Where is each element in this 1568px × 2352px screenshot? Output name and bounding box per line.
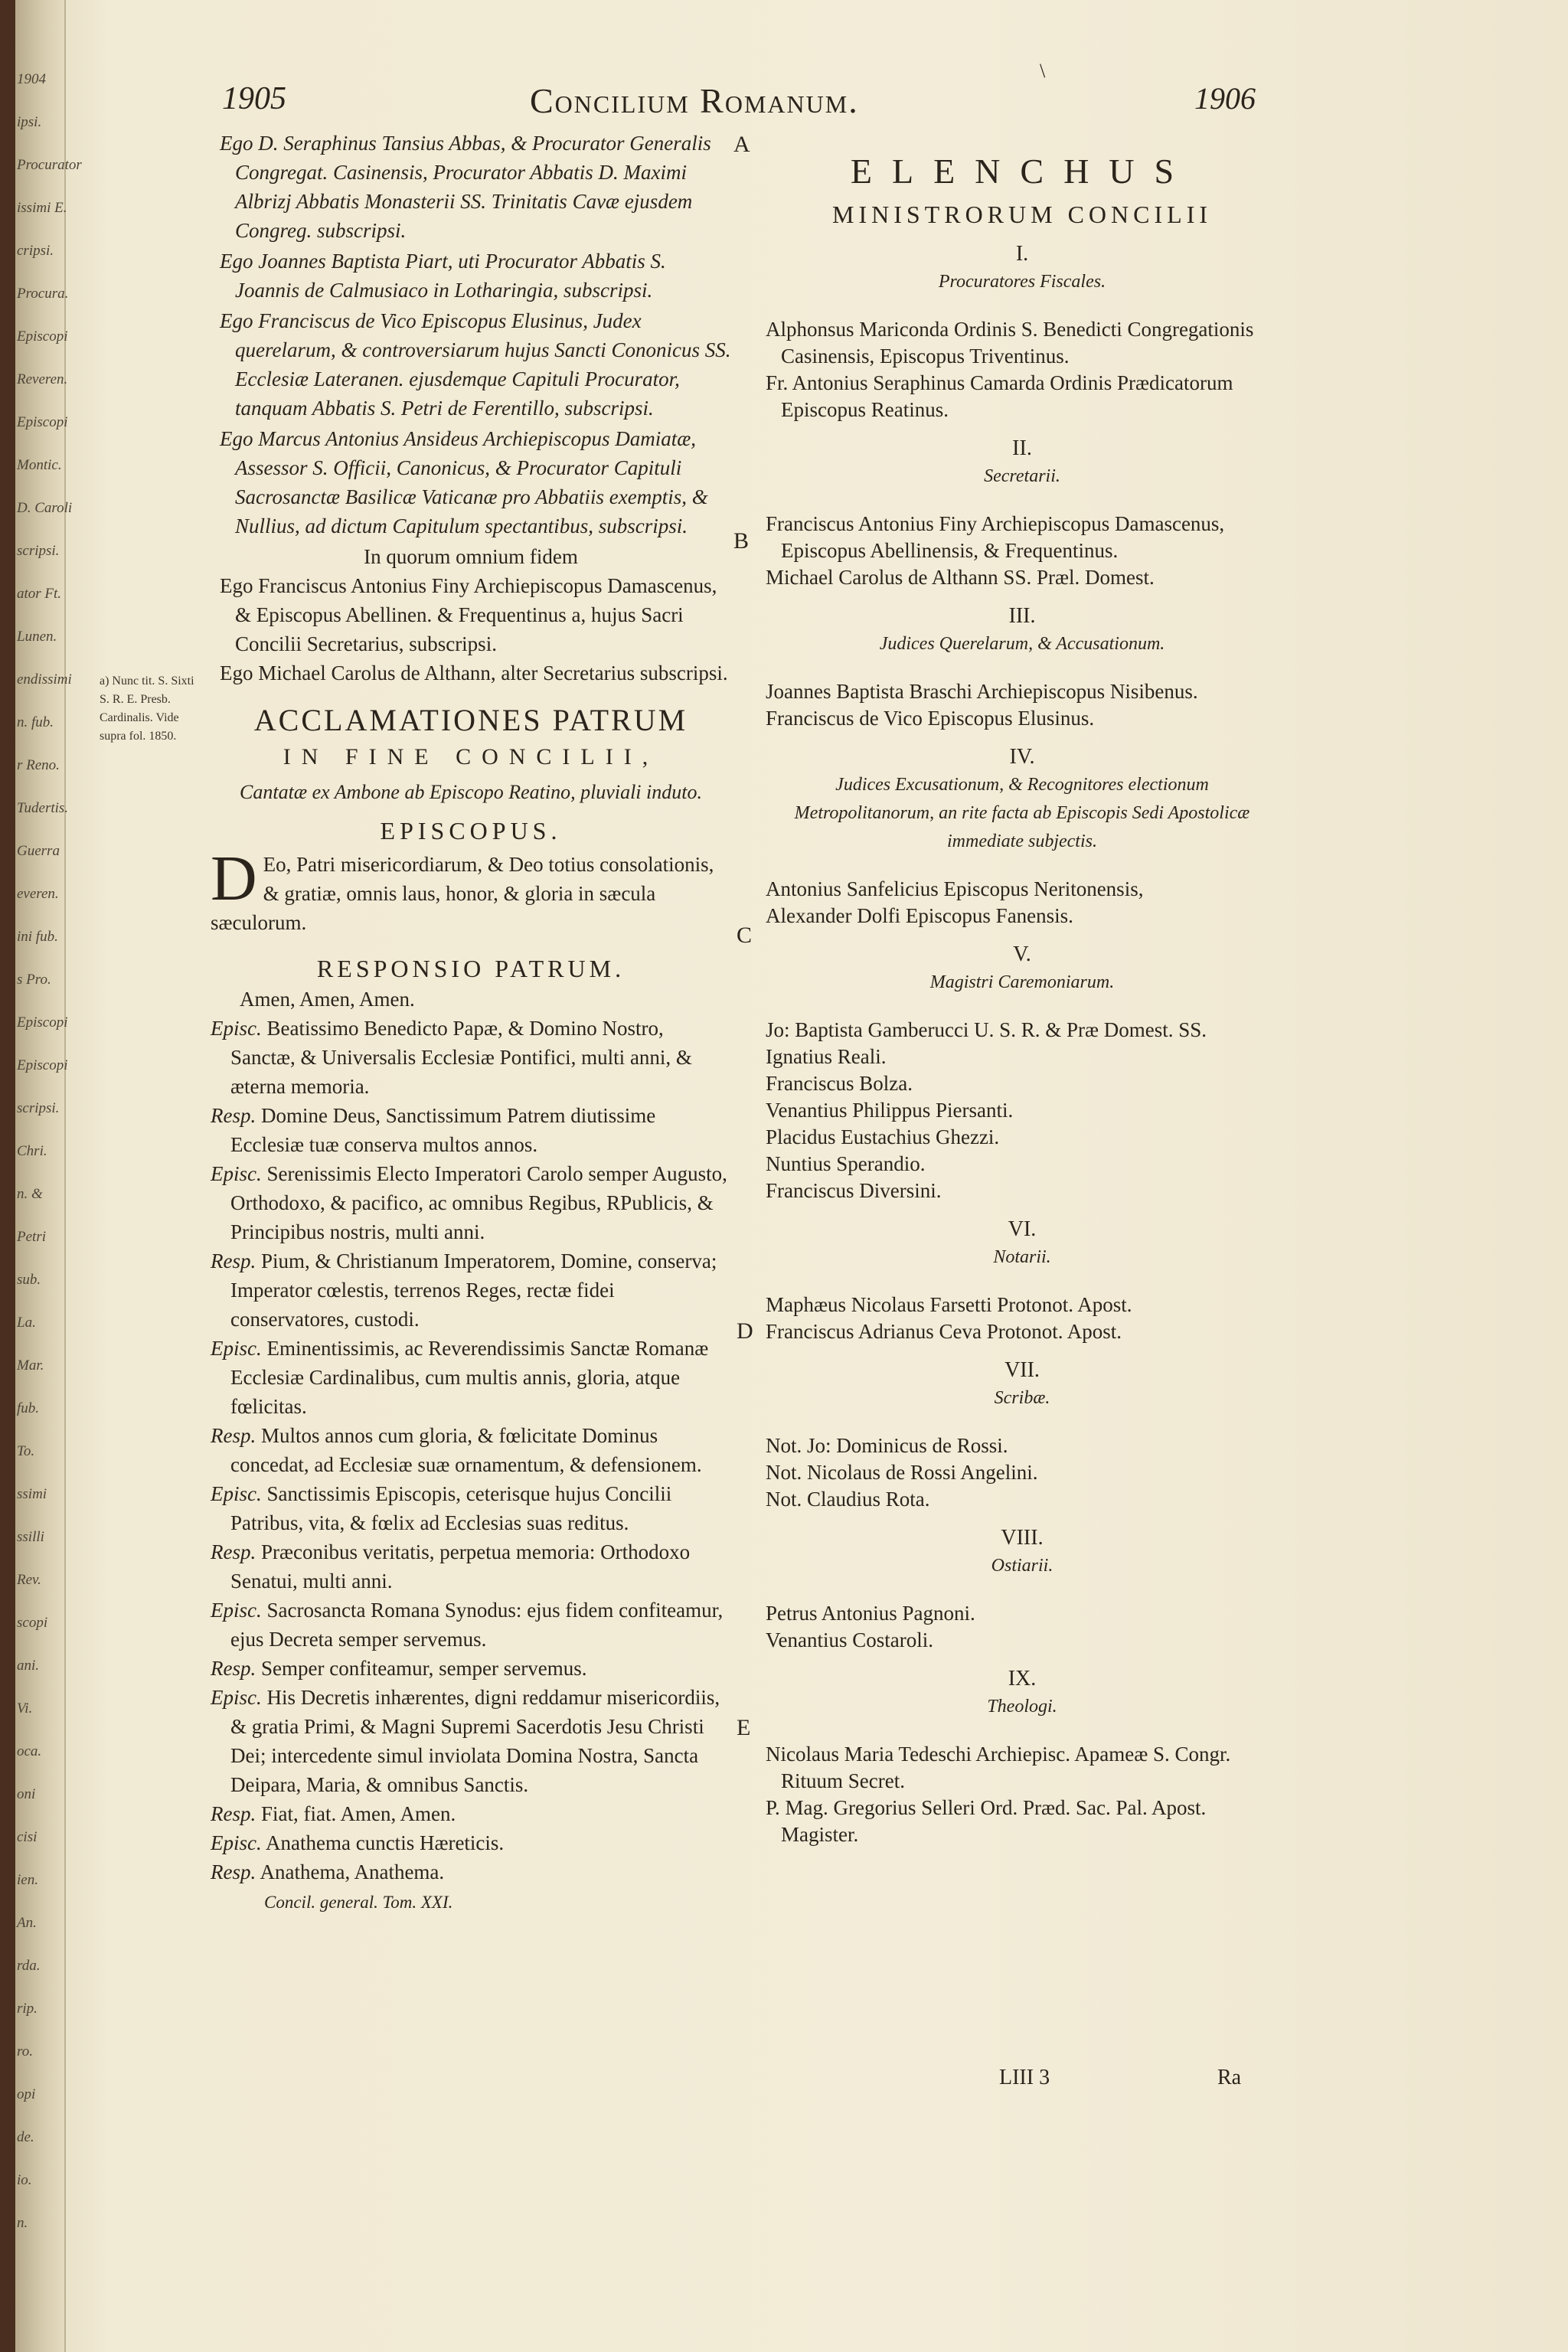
- margin-fragment: To.: [17, 1443, 35, 1459]
- acclamation-line: [211, 1654, 731, 1683]
- acclamation-text: Sanctissimis Episcopis, ceterisque hujus Concilii Patribus, vita, & fœlix ad Ecclesias suas reditus.: [230, 1482, 672, 1534]
- signature-entry: Ego Franciscus Antonius Finy Archiepiscopus Damascenus, & Episcopus Abellinen. & Frequentinus a, hujus Sacri Concilii Secretarius, subscripsi.: [220, 574, 717, 655]
- acclamationes-subtitle: IN FINE CONCILII,: [283, 744, 659, 769]
- opening-acclamation: [211, 843, 731, 937]
- acclamation-text: Beatissimo Benedicto Papæ, & Domino Nostro, Sanctæ, & Universalis Ecclesiæ Pontifici, multi anni, & æterna memoria.: [230, 1017, 692, 1098]
- minister-entry: Not. Claudius Rota.: [766, 1488, 930, 1511]
- left-column: [211, 129, 731, 1917]
- margin-fragment: ro.: [17, 2043, 33, 2060]
- minister-entry: Nuntius Sperandio.: [766, 1152, 926, 1175]
- previous-page-margin-text: [17, 69, 82, 2256]
- minister-entry: P. Mag. Gregorius Selleri Ord. Præd. Sac. Pal. Apost. Magister.: [766, 1796, 1207, 1846]
- margin-fragment: Episcopi: [17, 414, 68, 430]
- acclamation-line: [211, 1479, 731, 1537]
- minister-entry: Venantius Philippus Piersanti.: [766, 1099, 1014, 1122]
- minister-entry: Michael Carolus de Althann SS. Præl. Domest.: [766, 566, 1155, 589]
- acclamation-line: [211, 1014, 731, 1101]
- acclamation-text: Præconibus veritatis, perpetua memoria: Orthodoxo Senatui, multi anni.: [230, 1540, 691, 1592]
- minister-entry: Fr. Antonius Seraphinus Camarda Ordinis Prædicatorum Episcopus Reatinus.: [766, 371, 1233, 421]
- margin-fragment: oni: [17, 1786, 36, 1802]
- margin-fragment: rip.: [17, 2001, 38, 2017]
- minister-entry: Ignatius Reali.: [766, 1045, 887, 1068]
- acclamation-text: Sacrosancta Romana Synodus: ejus fidem confiteamur, ejus Decreta semper servemus.: [230, 1599, 724, 1651]
- minister-entry: Antonius Sanfelicius Episcopus Neritonensis,: [766, 877, 1144, 900]
- acclamation-line: [211, 1246, 731, 1334]
- acclamation-text: Anathema cunctis Hæreticis.: [266, 1831, 505, 1854]
- margin-fragment: Montic.: [17, 457, 62, 473]
- margin-fragment: ani.: [17, 1658, 40, 1674]
- minister-entry: Alphonsus Mariconda Ordinis S. Benedicti Congregationis Casinensis, Episcopus Triventinus.: [766, 318, 1254, 368]
- acclamation-line: [211, 1683, 731, 1799]
- acclamation-exchanges: [211, 1014, 731, 1886]
- margin-fragment: n. &: [17, 1186, 43, 1202]
- margin-fragment: Petri: [17, 1229, 46, 1245]
- drop-cap: D: [211, 843, 257, 914]
- signature-entry: Ego D. Seraphinus Tansius Abbas, & Procurator Generalis Congregat. Casinensis, Procurator Abbatis D. Maximi Albrizj Abbatis Monasterii SS. Trinitatis Cavæ ejusdem Congreg. subscripsi.: [220, 132, 711, 242]
- margin-fragment: de.: [17, 2129, 34, 2145]
- section-title: Magistri Caremoniarum.: [929, 972, 1115, 992]
- margin-fragment: scripsi.: [17, 1100, 60, 1116]
- elenchus-sections: [766, 240, 1279, 1848]
- minister-entry: Franciscus de Vico Episcopus Elusinus.: [766, 707, 1095, 730]
- responsio-heading: RESPONSIO PATRUM.: [316, 955, 626, 982]
- margin-letter-a: A: [733, 132, 750, 157]
- speaker-label: Episc.: [211, 1017, 262, 1040]
- margin-fragment: everen.: [17, 886, 59, 902]
- margin-fragment: endissimi: [17, 671, 72, 688]
- acclamation-line: [211, 1799, 731, 1828]
- minister-entry: Franciscus Diversini.: [766, 1179, 942, 1202]
- margin-fragment: rda.: [17, 1958, 41, 1974]
- minister-entry: Franciscus Bolza.: [766, 1072, 913, 1095]
- minister-entry: Jo: Baptista Gamberucci U. S. R. & Præ Domest. SS.: [766, 1018, 1207, 1041]
- margin-fragment: ssimi: [17, 1486, 47, 1502]
- minister-entry: Franciscus Adrianus Ceva Protonot. Apost.: [766, 1320, 1122, 1343]
- section-number: IX.: [1008, 1667, 1037, 1690]
- elenchus-title: ELENCHUS: [850, 152, 1194, 191]
- speaker-label: Resp.: [211, 1104, 256, 1127]
- margin-fragment: scopi: [17, 1615, 48, 1631]
- minister-entry: Alexander Dolfi Episcopus Fanensis.: [766, 904, 1073, 927]
- acclamation-line: [211, 1334, 731, 1421]
- volume-footline: Concil. general. Tom. XXI.: [264, 1893, 453, 1912]
- page-number-right: 1906: [1194, 81, 1256, 116]
- margin-fragment: cripsi.: [17, 243, 54, 259]
- speaker-label: Resp.: [211, 1424, 256, 1447]
- minister-entry: Not. Jo: Dominicus de Rossi.: [766, 1434, 1008, 1457]
- catchword: Ra: [1217, 2066, 1242, 2089]
- margin-fragment: Rev.: [17, 1572, 41, 1588]
- speaker-label: Resp.: [211, 1540, 256, 1563]
- margin-fragment: ator Ft.: [17, 586, 62, 602]
- acclamation-text: Eminentissimis, ac Reverendissimis Sanctæ Romanæ Ecclesiæ Cardinalibus, cum multis annis, gloria, atque fœlicitas.: [230, 1337, 709, 1418]
- section-title: Judices Querelarum, & Accusationum.: [879, 634, 1165, 654]
- section-number: II.: [1012, 436, 1032, 460]
- margin-fragment: Tudertis.: [17, 800, 69, 816]
- margin-fragment: An.: [17, 1915, 37, 1931]
- right-column: [766, 152, 1279, 1848]
- margin-fragment: Reveren.: [17, 371, 68, 387]
- margin-fragment: io.: [17, 2172, 32, 2188]
- margin-fragment: ien.: [17, 1872, 38, 1888]
- margin-fragment: r Reno.: [17, 757, 60, 773]
- amen-line: Amen, Amen, Amen.: [240, 988, 415, 1011]
- acclamation-line: [211, 1857, 731, 1886]
- speaker-label: Resp.: [211, 1250, 256, 1272]
- margin-letter-b: B: [733, 528, 750, 554]
- minister-entry: Not. Nicolaus de Rossi Angelini.: [766, 1461, 1038, 1484]
- book-page: [15, 0, 1568, 2352]
- section-title: Scribæ.: [994, 1388, 1050, 1408]
- acclamation-text: His Decretis inhærentes, digni reddamur misericordiis, & gratia Primi, & Magni Supremi Sacerdotis Jesu Christi Dei; intercedente simul inviolata Domina Nostra, Sancta Deipara, Maria, & omnibus Sanctis.: [230, 1686, 720, 1796]
- sidenote: a) Nunc tit. S. Sixti S. R. E. Presb. Cardinalis. Vide supra fol. 1850.: [100, 675, 194, 743]
- section-title: Procuratores Fiscales.: [938, 272, 1106, 292]
- speaker-label: Resp.: [211, 1860, 256, 1883]
- section-number: VII.: [1004, 1358, 1040, 1382]
- margin-fragment: n. fub.: [17, 714, 54, 730]
- acclamation-text: Domine Deus, Sanctissimum Patrem diutissime Ecclesiæ tuæ conserva multos annos.: [230, 1104, 656, 1156]
- section-title: Ostiarii.: [991, 1556, 1054, 1576]
- margin-fragment: Procura.: [17, 286, 69, 302]
- speaker-label: Episc.: [211, 1162, 262, 1185]
- margin-fragment: oca.: [17, 1743, 42, 1759]
- minister-entry: Petrus Antonius Pagnoni.: [766, 1602, 975, 1625]
- margin-fragment: Episcopi: [17, 1057, 68, 1073]
- ink-mark: \: [1040, 60, 1046, 82]
- speaker-label: Episc.: [211, 1599, 262, 1622]
- section-title: Notarii.: [993, 1247, 1051, 1267]
- margin-fragment: Episcopi: [17, 1014, 68, 1031]
- signature-entry: Ego Joannes Baptista Piart, uti Procurator Abbatis S. Joannis de Calmusiaco in Lotharingia, subscripsi.: [220, 250, 666, 302]
- acclamation-text: Multos annos cum gloria, & fœlicitate Dominus concedat, ad Ecclesiæ suæ ornamentum, & defensionem.: [230, 1424, 702, 1476]
- speaker-label: Episc.: [211, 1337, 262, 1360]
- acclamationes-note: Cantatæ ex Ambone ab Episcopo Reatino, pluviali induto.: [240, 781, 702, 803]
- acclamationes-title: ACCLAMATIONES PATRUM: [253, 703, 688, 737]
- speaker-label: Episc.: [211, 1686, 262, 1709]
- minister-entry: Venantius Costaroli.: [766, 1628, 933, 1651]
- speaker-label: Episc.: [211, 1482, 262, 1505]
- section-number: III.: [1008, 604, 1036, 628]
- margin-fragment: 1904: [17, 71, 46, 87]
- margin-fragment: s Pro.: [17, 972, 51, 988]
- section-number: I.: [1015, 242, 1029, 266]
- margin-fragment: Chri.: [17, 1143, 47, 1159]
- running-title: Concilium Romanum.: [530, 81, 859, 120]
- signature-mark: LIII 3: [999, 2066, 1050, 2089]
- section-number: V.: [1013, 942, 1031, 966]
- minister-entry: Placidus Eustachius Ghezzi.: [766, 1125, 1000, 1148]
- margin-fragment: Episcopi: [17, 328, 68, 345]
- margin-fragment: ssilli: [17, 1529, 44, 1545]
- section-title: Judices Excusationum, & Recognitores electionum Metropolitanorum, an rite facta ab Episcopis Sedi Apostolicæ immediate subjectis.: [794, 775, 1250, 851]
- acclamation-line: [211, 1537, 731, 1596]
- margin-fragment: sub.: [17, 1272, 41, 1288]
- margin-fragment: scripsi.: [17, 543, 60, 559]
- margin-letter-e: E: [737, 1715, 751, 1740]
- acclamation-line: [211, 1101, 731, 1159]
- margin-fragment: cisi: [17, 1829, 38, 1845]
- margin-fragment: Vi.: [17, 1700, 33, 1717]
- minister-entry: Joannes Baptista Braschi Archiepiscopus Nisibenus.: [766, 680, 1198, 703]
- margin-fragment: D. Caroli: [17, 500, 73, 516]
- margin-fragment: Procurator: [17, 157, 82, 173]
- in-quorum-line: In quorum omnium fidem: [364, 545, 578, 568]
- acclamation-text: Pium, & Christianum Imperatorem, Domine, conserva; Imperator cœlestis, terrenos Reges, rectæ fidei conservatores, custodi.: [230, 1250, 717, 1331]
- margin-fragment: La.: [17, 1315, 36, 1331]
- margin-fragment: fub.: [17, 1400, 40, 1416]
- margin-fragment: Lunen.: [17, 629, 57, 645]
- signature-entry: Ego Marcus Antonius Ansideus Archiepiscopus Damiatæ, Assessor S. Officii, Canonicus, & Procurator Capituli Sacrosanctæ Basilicæ Vaticanæ pro Abbatiis exemptis, & Nullius, ad dictum Capitulum spectantibus, subscripsi.: [220, 427, 708, 537]
- acclamation-text: Serenissimis Electo Imperatori Carolo semper Augusto, Orthodoxo, & pacifico, ac omnibus Regibus, RPublicis, & Principibus nostris, multi anni.: [230, 1162, 727, 1243]
- margin-fragment: n.: [17, 2215, 28, 2231]
- margin-letter-c: C: [737, 923, 753, 948]
- margin-fragment: Mar.: [17, 1357, 44, 1374]
- section-title: Secretarii.: [984, 466, 1060, 486]
- acclamation-line: [211, 1596, 731, 1654]
- opening-text: Eo, Patri misericordiarum, & Deo totius consolationis, & gratiæ, omnis laus, honor, & gloria in sæcula sæculorum.: [211, 853, 714, 934]
- acclamation-line: [211, 1421, 731, 1479]
- section-number: VI.: [1008, 1217, 1037, 1241]
- section-title: Theologi.: [987, 1697, 1057, 1717]
- signature-entry: Ego Franciscus de Vico Episcopus Elusinus, Judex querelarum, & controversiarum hujus Sancti Cononicus SS. Ecclesiæ Lateranen. ejusdemque Capituli Procurator, tanquam Abbatis S. Petri de Ferentillo, subscripsi.: [220, 309, 731, 420]
- acclamation-line: [211, 1159, 731, 1246]
- section-number: VIII.: [1001, 1526, 1044, 1550]
- section-number: IV.: [1009, 745, 1035, 769]
- margin-fragment: issimi E.: [17, 200, 67, 216]
- margin-letter-d: D: [737, 1318, 753, 1344]
- minister-entry: Nicolaus Maria Tedeschi Archiepisc. Apameæ S. Congr. Rituum Secret.: [766, 1743, 1231, 1792]
- acclamation-text: Anathema, Anathema.: [260, 1860, 445, 1883]
- page-number-left: 1905: [222, 81, 286, 116]
- margin-fragment: Guerra: [17, 843, 60, 859]
- speaker-label: Resp.: [211, 1802, 256, 1825]
- acclamation-line: [211, 1828, 731, 1857]
- elenchus-subtitle: MINISTRORUM CONCILII: [832, 201, 1212, 228]
- margin-fragment: ipsi.: [17, 114, 42, 130]
- minister-entry: Franciscus Antonius Finy Archiepiscopus Damascenus, Episcopus Abellinensis, & Frequentinus.: [766, 512, 1225, 562]
- binding-edge: [15, 0, 82, 2352]
- speaker-label: Resp.: [211, 1657, 256, 1680]
- margin-fragment: ini fub.: [17, 929, 58, 945]
- margin-fragment: opi: [17, 2086, 36, 2102]
- acclamation-text: Fiat, fiat. Amen, Amen.: [260, 1802, 456, 1825]
- acclamation-text: Semper confiteamur, semper servemus.: [260, 1657, 587, 1680]
- episcopus-heading: EPISCOPUS.: [380, 817, 562, 844]
- minister-entry: Maphæus Nicolaus Farsetti Protonot. Apost.: [766, 1293, 1132, 1316]
- speaker-label: Episc.: [211, 1831, 262, 1854]
- signature-entry: Ego Michael Carolus de Althann, alter Secretarius subscripsi.: [220, 662, 728, 684]
